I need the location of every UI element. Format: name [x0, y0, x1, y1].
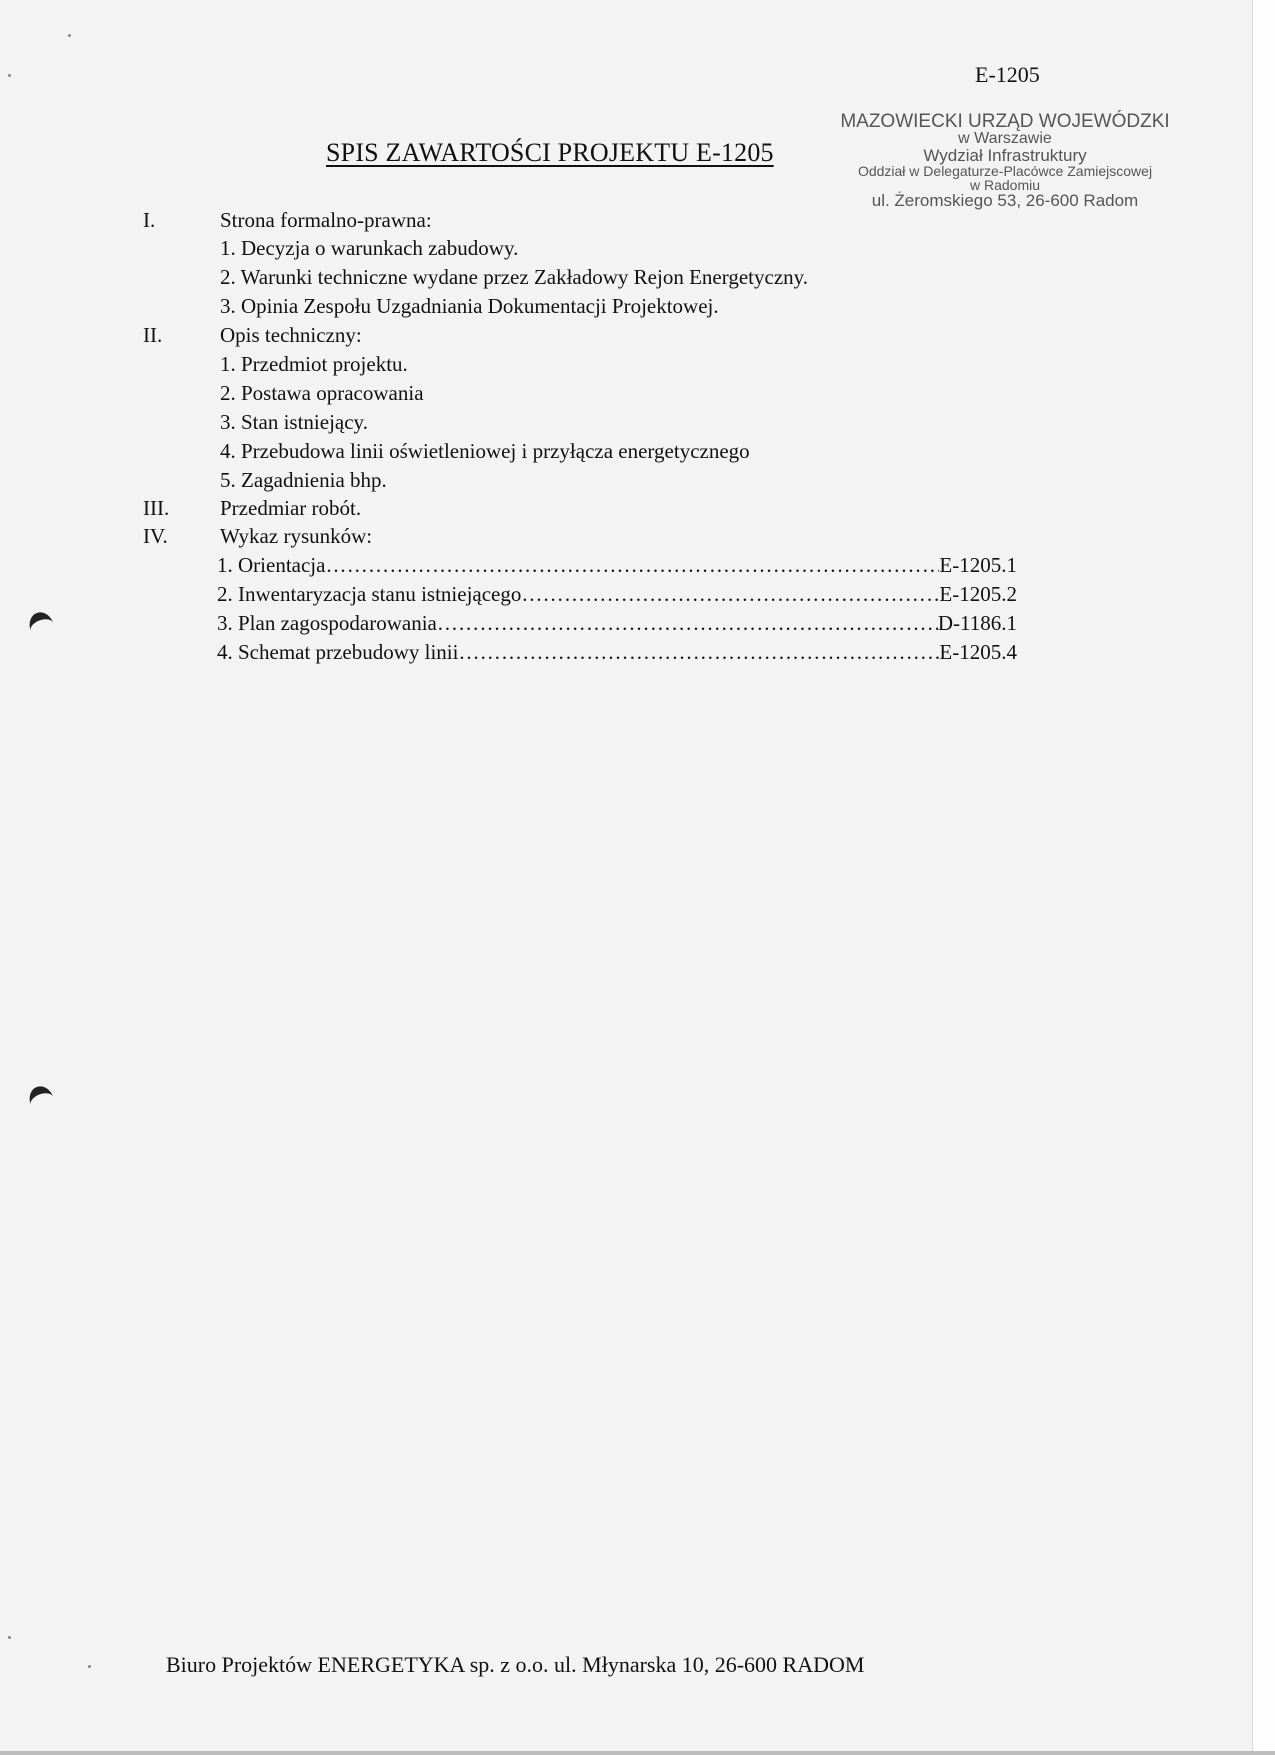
- page-edge-right: [1252, 0, 1275, 1755]
- section-numeral: IV.: [143, 524, 168, 548]
- dot-leader: [437, 611, 938, 636]
- dot-leader: [521, 582, 939, 607]
- drawing-label: 2. Inwentaryzacja stanu istniejącego: [217, 582, 522, 606]
- list-item: 1. Decyzja o warunkach zabudowy.: [220, 236, 519, 260]
- stamp-line: MAZOWIECKI URZĄD WOJEWÓDZKI: [840, 111, 1170, 132]
- page-title: SPIS ZAWARTOŚCI PROJEKTU E-1205: [326, 138, 774, 167]
- footer-address: Biuro Projektów ENERGETYKA sp. z o.o. ul. Młynarska 10, 26-600 RADOM: [166, 1652, 865, 1677]
- stamp-line: Oddział w Delegaturze-Placówce Zamiejscowej: [857, 163, 1153, 179]
- drawing-ref: E-1205.1: [939, 553, 1017, 577]
- dot-leader: [458, 640, 939, 665]
- drawing-row: [217, 611, 1017, 636]
- list-item: 3. Opinia Zespołu Uzgadniania Dokumentacji Projektowej.: [220, 294, 719, 318]
- office-stamp: [840, 112, 1170, 209]
- dot-leader: [325, 553, 939, 578]
- scan-speck: [68, 34, 71, 37]
- drawing-label: 4. Schemat przebudowy linii: [217, 640, 459, 664]
- section-heading: Opis techniczny:: [220, 323, 362, 347]
- section-heading: Strona formalno-prawna:: [220, 208, 432, 232]
- scan-speck: [8, 74, 11, 77]
- section-numeral: III.: [143, 496, 170, 520]
- stamp-line: w Radomiu: [969, 177, 1041, 193]
- list-item: 2. Postawa opracowania: [220, 381, 424, 405]
- drawing-ref: D-1186.1: [937, 611, 1017, 635]
- stamp-line: w Warszawie: [958, 130, 1052, 147]
- drawing-ref: E-1205.4: [939, 640, 1017, 664]
- list-item: 2. Warunki techniczne wydane przez Zakładowy Rejon Energetyczny.: [220, 265, 809, 289]
- list-item: 5. Zagadnienia bhp.: [220, 468, 387, 492]
- page-edge-bottom: [0, 1751, 1275, 1755]
- stamp-line: Wydział Infrastruktury: [923, 146, 1087, 165]
- drawing-label: 3. Plan zagospodarowania: [217, 611, 437, 635]
- punch-hole-mark: [26, 609, 59, 645]
- section-numeral: I.: [143, 208, 156, 232]
- list-item: 4. Przebudowa linii oświetleniowej i przyłącza energetycznego: [220, 439, 750, 463]
- section-numeral: II.: [143, 323, 163, 347]
- section-heading: Przedmiar robót.: [220, 496, 362, 520]
- scan-speck: [8, 1636, 11, 1639]
- document-code: E-1205: [975, 62, 1040, 87]
- stamp-line: ul. Żeromskiego 53, 26-600 Radom: [871, 191, 1139, 210]
- scan-speck: [88, 1665, 91, 1668]
- drawing-label: 1. Orientacja: [217, 553, 326, 577]
- drawing-row: [217, 640, 1017, 665]
- drawing-ref: E-1205.2: [939, 582, 1017, 606]
- punch-hole-mark: [26, 1083, 59, 1119]
- list-item: 1. Przedmiot projektu.: [220, 352, 408, 376]
- drawing-row: [217, 553, 1017, 578]
- section-heading: Wykaz rysunków:: [220, 524, 373, 548]
- list-item: 3. Stan istniejący.: [220, 410, 368, 434]
- drawing-row: [217, 582, 1017, 607]
